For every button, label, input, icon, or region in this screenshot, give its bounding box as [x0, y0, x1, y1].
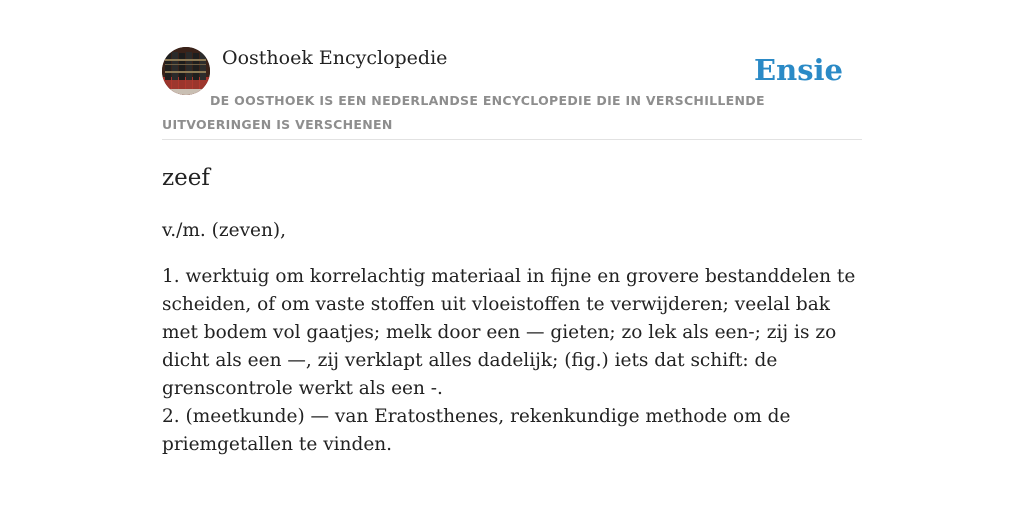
source-header	[162, 0, 862, 140]
definition-item: 1. werktuig om korrelachtig materiaal in fijne en grovere bestanddelen te scheiden, of om vaste stoffen uit vloeistoffen te verwijderen; veelal bak met bodem vol gaatjes; melk door een — gieten; zo lek als een-; zij is zo dicht als een —, zij verklapt alles dadelijk; (fig.) iets dat schift: de grenscontrole werkt als een -.	[162, 266, 856, 399]
encyclopedia-books-icon	[162, 47, 210, 95]
source-avatar[interactable]	[162, 47, 210, 95]
entry-headword: zeef	[162, 165, 210, 191]
ensie-logo-link[interactable]: Ensie	[754, 53, 843, 87]
entry-grammar: v./m. (zeven),	[162, 220, 286, 241]
page-container	[162, 0, 862, 455]
source-title[interactable]: Oosthoek Encyclopedie	[222, 47, 448, 69]
definition-item: 2. (meetkunde) — van Eratosthenes, rekenkundige methode om de priemgetallen te vinden.	[162, 406, 791, 455]
entry-definitions	[162, 263, 862, 459]
source-description: DE OOSTHOEK IS EEN NEDERLANDSE ENCYCLOPEDIE DIE IN VERSCHILLENDE UITVOERINGEN IS VERSCHENEN	[162, 93, 765, 132]
